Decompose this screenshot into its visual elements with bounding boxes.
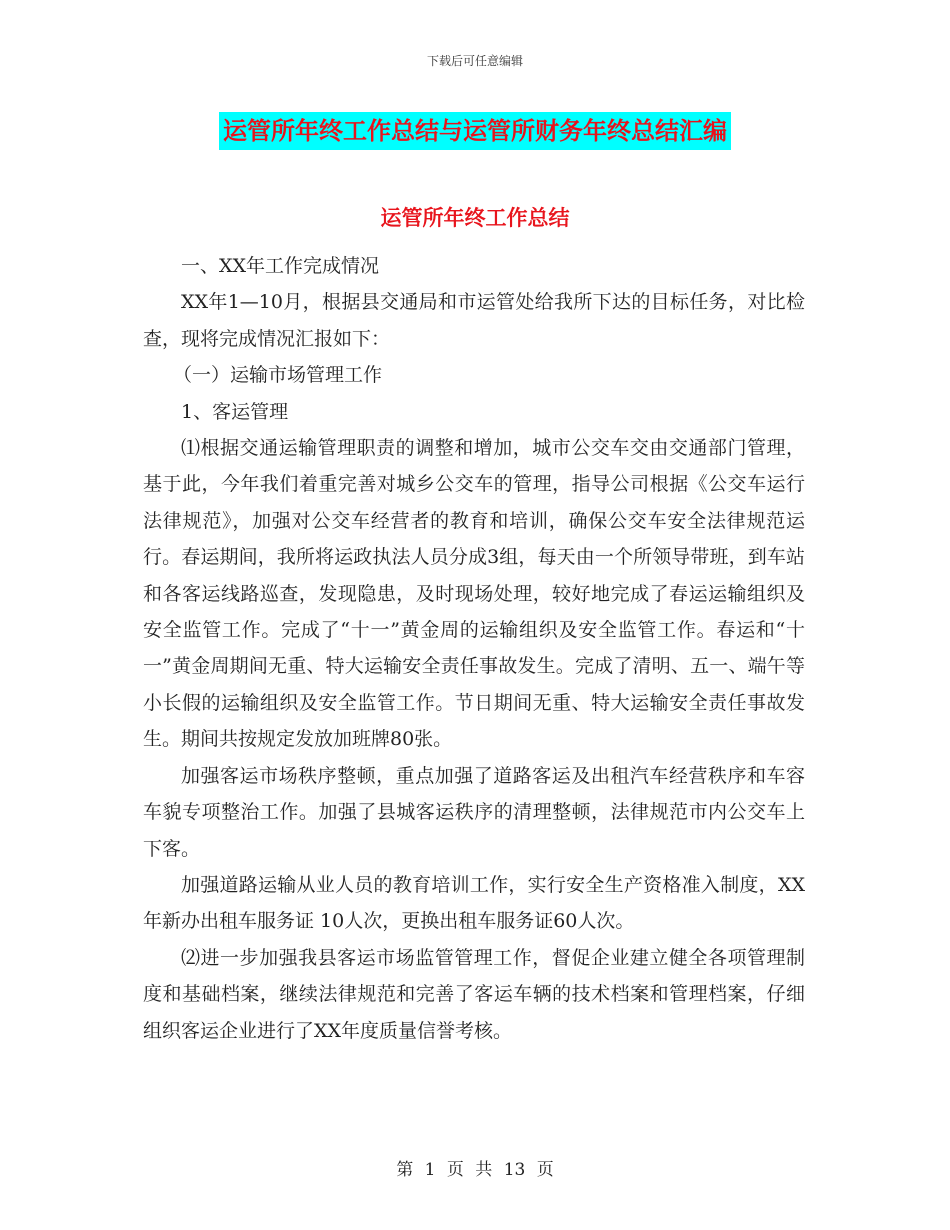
section-heading: （一）运输市场管理工作 (173, 364, 383, 387)
section-title: 运管所年终工作总结 (380, 205, 570, 230)
body-paragraph: 加强客运市场秩序整顿，重点加强了道路客运及出租汽车经营秩序和车容车貌专项整治工作。加强了县城客运秩序的清理整顿，法律规范市内公交车上下客。 (143, 764, 805, 860)
header-note: 下载后可任意编辑 (426, 54, 523, 68)
main-title: 运管所年终工作总结与运管所财务年终总结汇编 (219, 112, 731, 150)
body-paragraph: ⑴根据交通运输管理职责的调整和增加，城市公交车交由交通部门管理，基于此，今年我们着重完善对城乡公交车的管理，指导公司根据《公交车运行法律规范》，加强对公交车经营者的教育和培训，确保公交车安全法律规范运行。春运期间，我所将运政执法人员分成3组，每天由一个所领导带班，到车站和各客运线路巡查，发现隐患，及时现场处理，较好地完成了春运运输组织及安全监管工作。完成了“十一”黄金周的运输组织及安全监管工作。春运和“十一”黄金周期间无重、特大运输安全责任事故发生。完成了清明、五一、端午等小长假的运输组织及安全监管工作。节日期间无重、特大运输安全责任事故发生。期间共按规定发放加班牌80张。 (143, 437, 805, 751)
document-body (143, 248, 805, 1049)
page-number: 第 1 页 共 13 页 (396, 1160, 554, 1180)
body-paragraph: XX年1—10月，根据县交通局和市运管处给我所下达的目标任务，对比检查，现将完成情况汇报如下： (143, 291, 805, 350)
subsection-heading: 1、客运管理 (181, 400, 289, 423)
body-paragraph: ⑵进一步加强我县客运市场监管管理工作，督促企业建立健全各项管理制度和基础档案，继续法律规范和完善了客运车辆的技术档案和管理档案，仔细组织客运企业进行了XX年度质量信誉考核。 (143, 946, 805, 1042)
main-title-container (0, 112, 950, 150)
body-paragraph: 加强道路运输从业人员的教育培训工作，实行安全生产资格准入制度，XX年新办出租车服务证 10人次，更换出租车服务证60人次。 (143, 873, 805, 933)
heading-paragraph: 一、XX年工作完成情况 (181, 255, 380, 277)
